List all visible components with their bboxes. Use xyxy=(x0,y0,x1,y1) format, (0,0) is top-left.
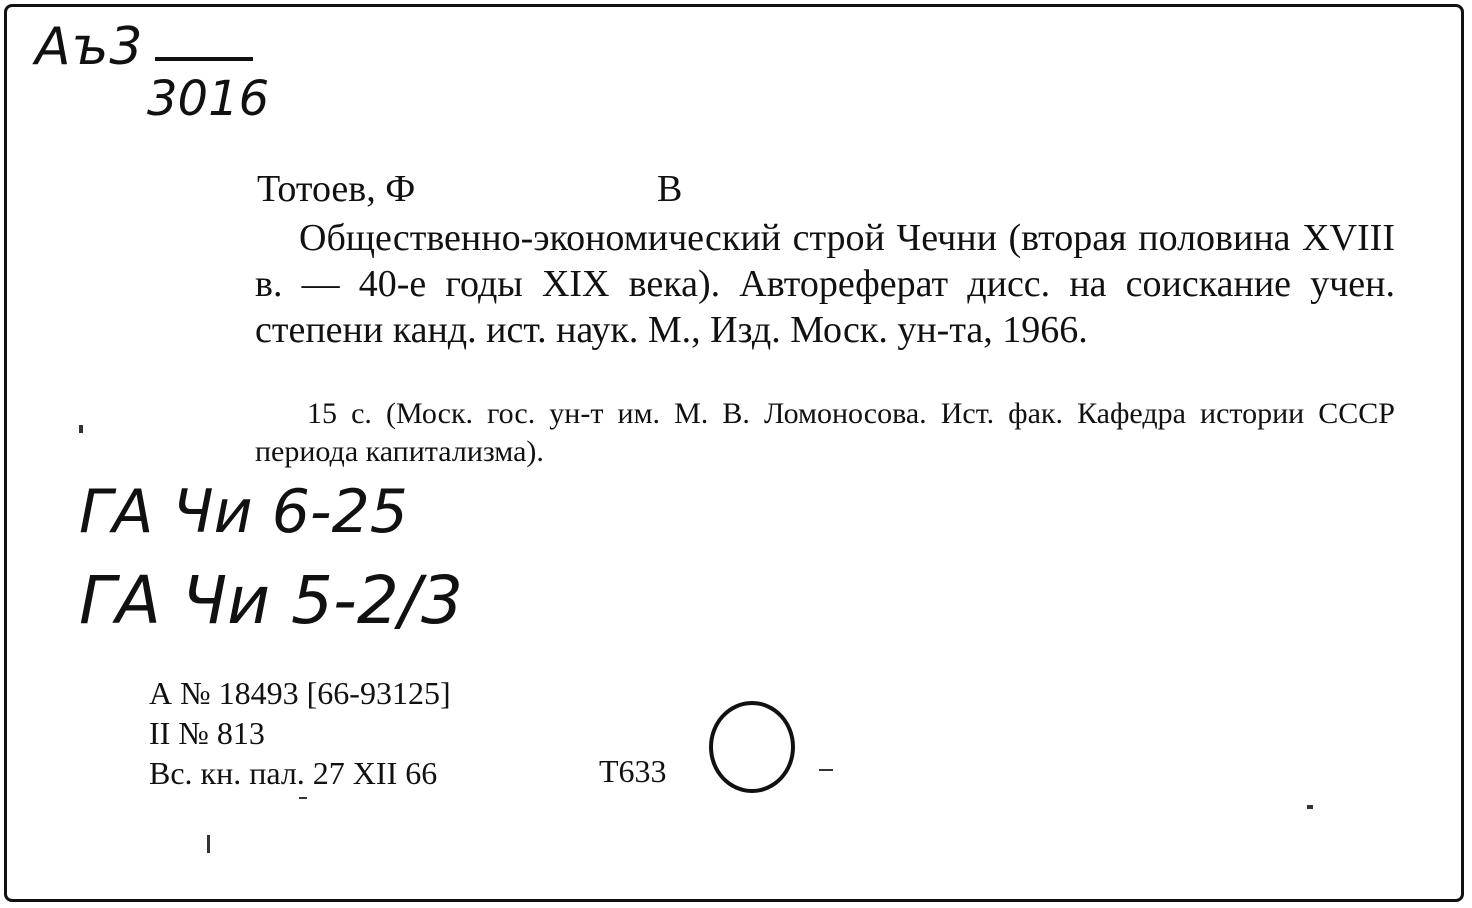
author-name: Тотоев, Ф xyxy=(257,168,416,210)
registry-line-3: Вс. кн. пал. 27 XII 66 xyxy=(149,755,438,791)
registry-line-1: А № 18493 [66-93125] xyxy=(149,675,451,711)
handwritten-call-number-2: ГА Чи 5-2/3 xyxy=(79,562,464,639)
stamp-circle xyxy=(709,701,795,793)
author-initial: В xyxy=(657,168,683,210)
registry-code: Т633 xyxy=(599,753,667,789)
scan-speck xyxy=(819,769,833,771)
shelfmark-top: Аъ3 xyxy=(35,17,144,77)
handwritten-call-number-1: ГА Чи 6-25 xyxy=(79,477,408,547)
scan-speck xyxy=(207,835,210,853)
catalog-card xyxy=(4,4,1464,902)
shelfmark-bottom: 3016 xyxy=(147,71,270,127)
scan-speck xyxy=(299,797,307,799)
title-statement: Общественно-экономический строй Чечни (вторая половина XVIII в. — 40-е годы XIX века). Автореферат дисс. на соискание учен. степени канд. ист. наук. М., Изд. Моск. ун-та, 1966. xyxy=(255,217,1395,351)
registry-block xyxy=(149,673,451,793)
registry-line-2: II № 813 xyxy=(149,715,265,751)
scan-speck xyxy=(79,425,83,433)
scan-speck xyxy=(1307,805,1313,809)
series-note: 15 с. (Моск. гос. ун-т им. М. В. Ломоносова. Ист. фак. Кафедра истории СССР периода капитализма). xyxy=(255,397,1395,468)
shelfmark-divider xyxy=(155,57,253,61)
